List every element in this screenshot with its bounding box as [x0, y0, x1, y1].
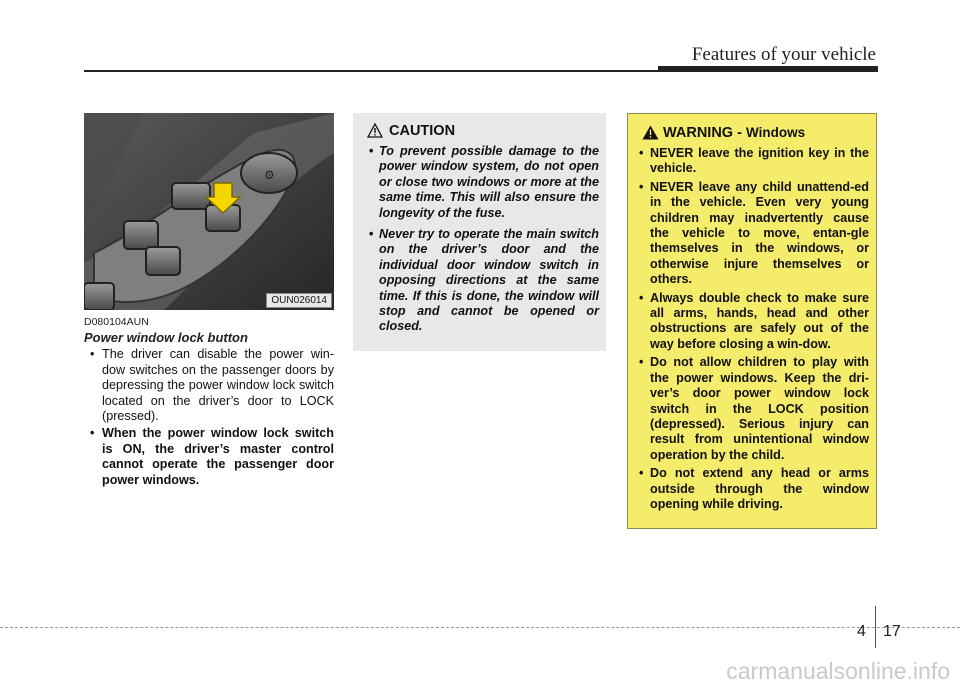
warning-triangle-icon: [642, 125, 659, 140]
body-bullet: • The driver can disable the power win-dow switches on the passenger doors by depressing the power window lock switch located on the driver’s door to LOCK (pressed).: [84, 347, 334, 425]
photo-reference-code: OUN026014: [266, 293, 332, 308]
footer-rule: [0, 627, 960, 628]
door-panel-illustration: [84, 113, 334, 310]
header-rule-accent: [658, 66, 878, 72]
caution-box: [353, 113, 606, 351]
warning-heading: [642, 125, 805, 141]
svg-text:⚙: ⚙: [264, 168, 275, 182]
section-code: D080104AUN: [84, 316, 149, 328]
warning-heading-text: WARNING -: [663, 125, 742, 141]
section-title: Power window lock button: [84, 330, 248, 345]
running-header-title: Features of your vehicle: [691, 44, 876, 65]
footer-divider: [875, 606, 876, 648]
caution-triangle-icon: [367, 123, 383, 138]
page-number: 17: [883, 623, 901, 640]
warning-item: • Always double check to make sure all arms, hands, head and other obstructions are safely out of the way before closing a win-dow.: [636, 291, 869, 353]
caution-list: [365, 144, 599, 341]
warning-item: • NEVER leave any child unattend-ed in the vehicle. Even very young children may inadvertently cause the vehicle to move, entan-gle themselves in the windows, or otherwise injure themselves or others.: [636, 180, 869, 288]
body-bullet: • When the power window lock switch is ON, the driver’s master control cannot operate the passenger door power windows.: [84, 426, 334, 488]
caution-heading: [367, 123, 455, 139]
warning-list: [636, 146, 869, 515]
door-switch-photo: [84, 113, 334, 310]
body-bullet-list: [84, 347, 334, 489]
warning-box: [627, 113, 877, 529]
caution-heading-text: CAUTION: [389, 123, 456, 139]
caution-item: • To prevent possible damage to the power window system, do not open or close two windows or more at the same time. This will also ensure the longevity of the fuse.: [365, 144, 599, 221]
warning-item: • NEVER leave the ignition key in the vehicle.: [636, 146, 869, 177]
warning-subheading: Windows: [745, 125, 806, 140]
watermark: carmanualsonline.info: [726, 658, 950, 684]
caution-item: • Never try to operate the main switch on the driver’s door and the individual door window switch in opposing directions at the same time. If this is done, the window will stop and cannot be opened or closed.: [365, 227, 599, 335]
chapter-number: 4: [857, 623, 866, 640]
warning-item: • Do not extend any head or arms outside through the window opening while driving.: [636, 466, 869, 512]
warning-item: • Do not allow children to play with the power windows. Keep the dri-ver’s door power window lock switch in the LOCK position (depressed). Serious injury can result from unintentional window operation by the child.: [636, 355, 869, 463]
